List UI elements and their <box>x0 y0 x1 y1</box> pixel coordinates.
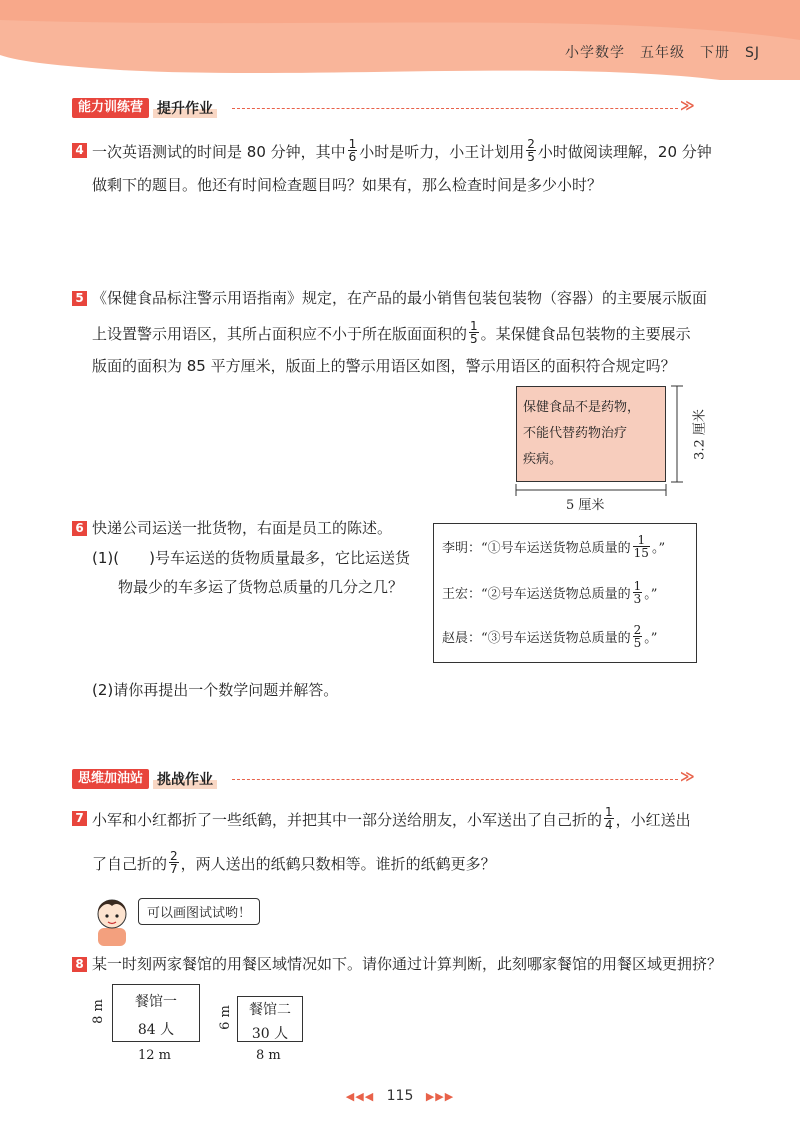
question-number: 7 <box>72 811 87 826</box>
restaurant-2-area <box>237 996 303 1042</box>
q7-line-1: 小军和小红都折了一些纸鹤，并把其中一部分送给朋友，小军送出了自己折的 $\frac{1}{4}$ ，小红送出 <box>92 805 691 832</box>
header-course-info: 小学数学 五年级 下册 SJ <box>564 45 760 61</box>
restaurant-1-width: 12 m <box>138 1048 172 1063</box>
restaurant-1-height: 8 m <box>90 999 106 1024</box>
diner-count: 30 人 <box>251 1026 289 1042</box>
q8-text: 某一时刻两家餐馆的用餐区域情况如下。请你通过计算判断，此刻哪家餐馆的用餐区域更拥挤？ <box>92 955 723 973</box>
width-label: 5 厘米 <box>566 498 605 513</box>
restaurant-1-area <box>112 984 200 1042</box>
statement-zhaochen: 赵晨：“③号车运送货物总质量的 $\frac{2}{5}$ 。” <box>442 623 658 650</box>
question-number: 5 <box>72 291 87 306</box>
fraction: $\frac{2}{7}$ <box>170 849 178 876</box>
double-chevron-icon: ≫ <box>680 98 695 114</box>
q4-line-1: 一次英语测试的时间是 80 分钟，其中 $\frac{1}{6}$ 小时是听力，小王计划用 $\frac{2}{5}$ 小时做阅读理解，20 分钟 <box>92 137 712 164</box>
header-banner <box>0 0 800 80</box>
q4-line-2: 做剩下的题目。他还有时间检查题目吗？如果有，那么检查时间是多少小时？ <box>92 176 603 194</box>
warning-text-line: 保健食品不是药物， <box>523 400 641 415</box>
section-divider <box>232 779 678 780</box>
q5-line-3: 版面的面积为 85 平方厘米，版面上的警示用语区如图，警示用语区的面积符合规定吗？ <box>92 357 676 375</box>
hint-speech-bubble: 可以画图试试哟！ <box>138 898 260 925</box>
warning-text-line: 疾病。 <box>523 452 563 467</box>
page-footer <box>0 1088 800 1104</box>
fraction: $\frac{2}{5}$ <box>527 137 535 164</box>
height-label: 3.2 厘米 <box>692 409 708 460</box>
q6-part-2: (2)请你再提出一个数学问题并解答。 <box>92 681 339 699</box>
fraction: $\frac{1}{4}$ <box>605 805 613 832</box>
section-title: 挑战作业 <box>153 769 217 789</box>
question-number: 6 <box>72 521 87 536</box>
q6-part-1: (1)( )号车运送的货物质量最多，它比运送货 <box>92 549 410 567</box>
fraction: $\frac{1}{6}$ <box>348 137 357 164</box>
statement-wanghong: 王宏：“②号车运送货物总质量的 $\frac{1}{3}$ 。” <box>442 579 658 606</box>
q6-intro: 快递公司运送一批货物，右面是员工的陈述。 <box>92 519 393 537</box>
dimension-lines <box>510 380 700 515</box>
section-badge: 能力训练营 <box>72 98 149 118</box>
section-title: 提升作业 <box>153 98 217 118</box>
boy-avatar-icon <box>88 890 138 946</box>
restaurant-name: 餐馆二 <box>249 1002 291 1018</box>
diner-count: 84 人 <box>137 1022 175 1038</box>
staff-statements-box <box>433 523 697 663</box>
section-bar-challenge <box>72 768 217 790</box>
left-arrows-icon: ◀◀◀ <box>345 1090 375 1103</box>
double-chevron-icon: ≫ <box>680 769 695 785</box>
question-number: 4 <box>72 143 87 158</box>
q5-line-2: 上设置警示用语区，其所占面积应不小于所在版面面积的 $\frac{1}{5}$ 。某保健食品包装物的主要展示 <box>92 319 691 346</box>
q7-line-2: 了自己折的 $\frac{2}{7}$ ，两人送出的纸鹤只数相等。谁折的纸鹤更多？ <box>92 849 496 876</box>
section-bar-training <box>72 97 217 119</box>
right-arrows-icon: ▶▶▶ <box>425 1090 455 1103</box>
page-number: 115 <box>386 1088 414 1104</box>
statement-liming: 李明：“①号车运送货物总质量的 $\frac{1}{15}$ 。” <box>442 533 666 560</box>
fraction: $\frac{1}{5}$ <box>470 319 478 346</box>
section-badge: 思维加油站 <box>72 769 149 789</box>
restaurant-2-height: 6 m <box>217 1005 233 1030</box>
q6-part-1-cont: 物最少的车多运了货物总质量的几分之几？ <box>118 578 404 596</box>
restaurant-name: 餐馆一 <box>135 994 177 1010</box>
restaurant-2-width: 8 m <box>256 1048 281 1063</box>
warning-text-line: 不能代替药物治疗 <box>523 426 628 441</box>
section-divider <box>232 108 678 109</box>
q5-line-1: 《保健食品标注警示用语指南》规定，在产品的最小销售包装包装物（容器）的主要展示版面 <box>92 289 708 307</box>
question-number: 8 <box>72 957 87 972</box>
